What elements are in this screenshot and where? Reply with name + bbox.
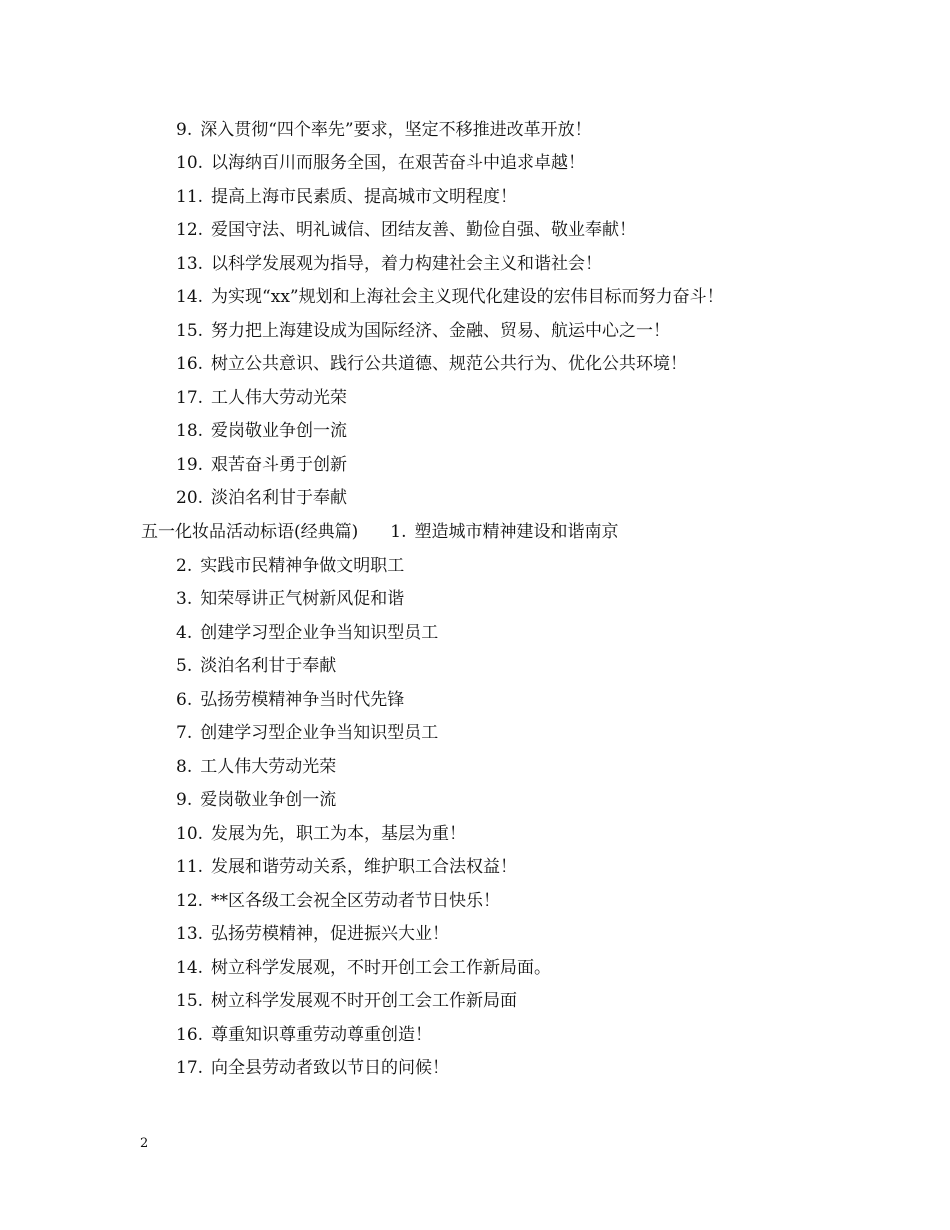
section-title: 五一化妆品活动标语(经典篇) xyxy=(141,522,359,542)
list-item xyxy=(176,789,336,811)
item-number: 18. xyxy=(176,421,204,441)
list-item xyxy=(176,923,449,945)
item-number: 14. xyxy=(176,287,204,307)
item-number: 17. xyxy=(176,388,204,408)
item-number: 7. xyxy=(176,723,193,743)
item-number: 12. xyxy=(176,891,204,911)
item-number: 16. xyxy=(176,354,204,374)
item-text: 爱岗敬业争创一流 xyxy=(211,421,348,441)
item-text: 提高上海市民素质、提高城市文明程度！ xyxy=(211,187,518,207)
list-item xyxy=(176,756,336,778)
item-text: 弘扬劳模精神，促进振兴大业！ xyxy=(211,924,450,944)
page-number: 2 xyxy=(140,1136,149,1151)
list-item xyxy=(176,119,592,141)
item-text: 爱岗敬业争创一流 xyxy=(200,790,337,810)
item-text: 工人伟大劳动光荣 xyxy=(200,757,337,777)
list-item xyxy=(176,823,466,845)
item-text: 深入贯彻“四个率先”要求，坚定不移推进改革开放！ xyxy=(200,120,592,140)
item-text: 以海纳百川而服务全国，在艰苦奋斗中追求卓越！ xyxy=(211,153,586,173)
item-number: 13. xyxy=(176,254,204,274)
item-number: 12. xyxy=(176,220,204,240)
list-item xyxy=(176,219,636,241)
item-number: 14. xyxy=(176,958,204,978)
item-number: 15. xyxy=(176,321,204,341)
list-item xyxy=(176,622,438,644)
item-number: 3. xyxy=(176,589,193,609)
list-item xyxy=(176,856,517,878)
list-item xyxy=(176,186,517,208)
item-number: 10. xyxy=(176,824,204,844)
list-item xyxy=(176,454,347,476)
item-text: 知荣辱讲正气树新风促和谐 xyxy=(200,589,405,609)
item-number: 11. xyxy=(176,857,204,877)
item-number: 20. xyxy=(176,488,204,508)
list-item xyxy=(176,253,602,275)
item-number: 9. xyxy=(176,790,193,810)
item-text: 塑造城市精神建设和谐南京 xyxy=(414,522,619,542)
list-item xyxy=(176,320,670,342)
list-item xyxy=(176,420,347,442)
item-text: **区各级工会祝全区劳动者节日快乐！ xyxy=(211,891,501,911)
item-number: 10. xyxy=(176,153,204,173)
list-item xyxy=(176,487,347,509)
item-text: 艰苦奋斗勇于创新 xyxy=(211,455,348,475)
item-text: 创建学习型企业争当知识型员工 xyxy=(200,623,439,643)
item-number: 11. xyxy=(176,187,204,207)
item-text: 发展为先，职工为本，基层为重！ xyxy=(211,824,467,844)
item-text: 以科学发展观为指导，着力构建社会主义和谐社会！ xyxy=(211,254,603,274)
item-text: 创建学习型企业争当知识型员工 xyxy=(200,723,439,743)
list-item xyxy=(176,387,347,409)
item-number: 5. xyxy=(176,656,193,676)
item-number: 9. xyxy=(176,120,193,140)
list-item xyxy=(176,555,404,577)
item-number: 15. xyxy=(176,991,204,1011)
section-heading-line xyxy=(141,521,619,543)
item-text: 树立科学发展观，不时开创工会工作新局面。 xyxy=(211,958,552,978)
list-item xyxy=(176,957,551,979)
item-number: 17. xyxy=(176,1058,204,1078)
item-text: 树立公共意识、践行公共道德、规范公共行为、优化公共环境！ xyxy=(211,354,688,374)
item-number: 1. xyxy=(390,522,407,542)
list-item xyxy=(176,286,724,308)
item-text: 爱国守法、明礼诚信、团结友善、勤俭自强、敬业奉献！ xyxy=(211,220,637,240)
item-text: 实践市民精神争做文明职工 xyxy=(200,556,405,576)
item-text: 向全县劳动者致以节日的问候！ xyxy=(211,1058,450,1078)
item-text: 弘扬劳模精神争当时代先锋 xyxy=(200,690,405,710)
item-text: 为实现“xx”规划和上海社会主义现代化建设的宏伟目标而努力奋斗！ xyxy=(211,287,724,307)
list-item xyxy=(176,1024,432,1046)
list-item xyxy=(176,689,404,711)
list-item xyxy=(176,890,500,912)
item-text: 努力把上海建设成为国际经济、金融、贸易、航运中心之一！ xyxy=(211,321,671,341)
list-item xyxy=(176,655,336,677)
list-item xyxy=(176,353,687,375)
item-text: 工人伟大劳动光荣 xyxy=(211,388,348,408)
item-number: 8. xyxy=(176,757,193,777)
item-text: 淡泊名利甘于奉献 xyxy=(200,656,337,676)
item-number: 6. xyxy=(176,690,193,710)
item-number: 19. xyxy=(176,455,204,475)
item-number: 16. xyxy=(176,1025,204,1045)
list-item xyxy=(176,152,585,174)
item-text: 发展和谐劳动关系，维护职工合法权益！ xyxy=(211,857,518,877)
item-text: 尊重知识尊重劳动尊重创造！ xyxy=(211,1025,433,1045)
item-number: 4. xyxy=(176,623,193,643)
item-text: 树立科学发展观不时开创工会工作新局面 xyxy=(211,991,518,1011)
list-item xyxy=(176,722,438,744)
item-number: 13. xyxy=(176,924,204,944)
list-item xyxy=(176,588,404,610)
item-text: 淡泊名利甘于奉献 xyxy=(211,488,348,508)
list-item xyxy=(176,1057,449,1079)
item-number: 2. xyxy=(176,556,193,576)
list-item xyxy=(176,990,517,1012)
